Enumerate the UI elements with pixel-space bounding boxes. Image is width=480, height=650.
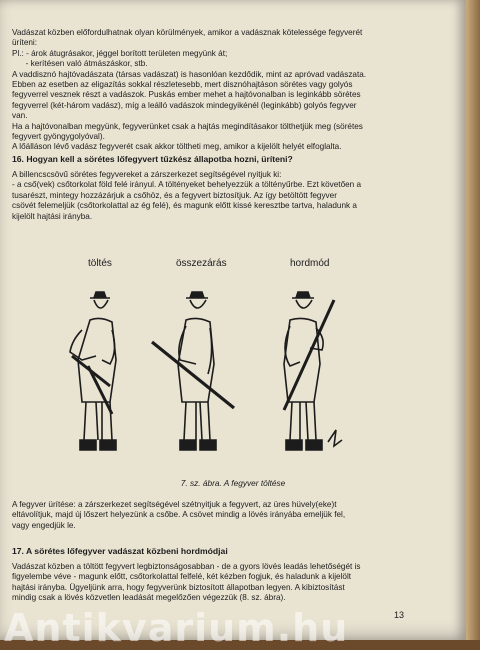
text-line: Vadászat közben előfordulhatnak olyan körülmények, amikor a vadásznak kötelessége fegyverét: [12, 28, 363, 37]
text-block-top: [12, 28, 452, 153]
figure-label-hordmod: hordmód: [290, 258, 330, 269]
hunter-carrying-illustration: [270, 290, 350, 460]
book-spine-edge: [466, 0, 480, 640]
section-17: [12, 546, 452, 604]
text-line: kijelölt hajtási irányba.: [12, 211, 93, 221]
paragraph-16: [12, 170, 452, 222]
text-line: csövét felemeljük (csőtorkolattal az ég felé), és magunk előtt kissé keresztbe tartva, haladunk a: [12, 201, 357, 211]
text-line: fegyverrel (két-három vadász), míg a leálló vadászok mindegyikénél (leginkább) golyós fegyver: [12, 100, 357, 110]
text-line: Vadászat közben a töltött fegyvert legbiztonságosabban - de a gyors lövés leadás lehetőségét is: [12, 562, 361, 571]
text-line: van.: [12, 111, 28, 121]
text-line: fegyvert gyöngygolyóval).: [12, 132, 105, 142]
hunter-closing-illustration: [150, 290, 240, 460]
page-number: 13: [394, 610, 405, 620]
hunter-loading-illustration: [52, 290, 132, 460]
text-line: mindig csak a lövés közvetlen leadását megelőzően végezzük (8. sz. ábra).: [12, 593, 286, 603]
text-line: A vaddisznó hajtóvadászata (társas vadászat) is hasonlóan kezdődik, mint az apróvad vadászata.: [12, 69, 367, 79]
text-line: Ebben az esetben az eligazítás sokkal részletesebb, mert disznóhajtáson sörétes vagy golyós: [12, 80, 353, 90]
text-line: Ha a hajtóvonalban megyünk, fegyverünket csak a hajtás megindításakor tölthetjük meg (sörétes: [12, 121, 363, 131]
paragraph-unloading: [12, 500, 452, 531]
paragraph-top: [12, 28, 452, 153]
text-line: vagy engedjük le.: [12, 520, 76, 530]
paragraph-17: [12, 562, 452, 604]
text-line: fegyverrel vesznek részt a vadászok. Puskás ember mehet a hajtóvonalban is leginkább sörétes: [12, 90, 361, 100]
text-line: A fegyver ürítése: a zárszerkezet segítségével szétnyitjuk a fegyvert, az üres hüvely(eke)t: [12, 500, 337, 509]
section-16: [12, 154, 452, 222]
text-line: A lőálláson lévő vadász fegyverét csak akkor töltheti meg, amikor a kijelölt helyét elfoglalta.: [12, 142, 342, 152]
text-line: Pl.: - árok átugrásakor, jéggel borított területen megyünk át;: [12, 48, 228, 58]
text-line: - kerítésen való átmászáskor, stb.: [12, 59, 148, 69]
text-line: - a cső(vek) csőtorkolat föld felé irányul. A töltényeket behelyezzük a töltényűrbe. Ezt követően a: [12, 180, 362, 190]
text-block-unloading: [12, 500, 452, 531]
watermark-logo: Antikvarium.hu: [4, 606, 349, 650]
figure-label-osszezaras: összezárás: [176, 258, 227, 269]
text-line: üríteni:: [12, 38, 38, 48]
section-heading-17: 17. A sörétes lőfegyver vadászat közbeni hordmódjai: [12, 546, 228, 556]
text-line: figyelembe véve - magunk előtt, csőtorkolattal felfelé, két kézben fogjuk, és haladunk a kijelölt: [12, 572, 352, 582]
text-line: hajtási irányba. Ügyeljünk arra, hogy fegyverünk biztosított állapotban legyen. A kibiztosítást: [12, 582, 345, 592]
text-line: eltávolítjuk, majd új lőszert helyezünk a csőbe. A csövet mindig a lövés irányába emeljük fel,: [12, 510, 346, 520]
section-heading-16: 16. Hogyan kell a sörétes lőfegyvert tűzkész állapotba hozni, üríteni?: [12, 154, 293, 164]
text-line: A billencscsövű sörétes fegyvereket a zárszerkezet segítségével nyitjuk ki:: [12, 170, 282, 179]
text-line: tusarészt, mintegy hozzázárjuk a csőhöz, és a fegyvert biztosítjuk. Az így betöltött fegyver: [12, 190, 337, 200]
figure-label-tolt: töltés: [88, 258, 112, 269]
figure-caption: 7. sz. ábra. A fegyver töltése: [180, 478, 286, 488]
